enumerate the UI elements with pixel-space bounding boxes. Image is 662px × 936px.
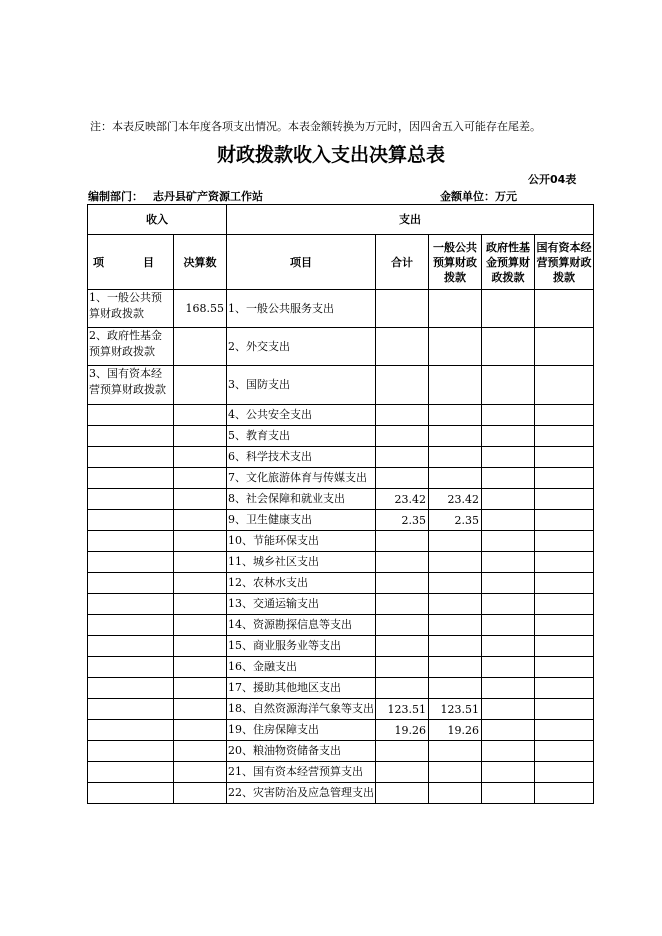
expense-header: 支出	[227, 205, 594, 235]
cell-total	[376, 290, 429, 328]
cell-gov-fund	[482, 290, 535, 328]
cell-in-amount	[174, 468, 227, 489]
cell-in-amount	[174, 741, 227, 762]
cell-in-amount	[174, 366, 227, 405]
cell-exp-item: 7、文化旅游体育与传媒支出	[227, 468, 376, 489]
cell-general	[429, 447, 482, 468]
cell-state-capital	[535, 366, 594, 405]
cell-in-item	[88, 426, 174, 447]
cell-general: 2.35	[429, 510, 482, 531]
cell-state-capital	[535, 573, 594, 594]
cell-exp-item: 6、科学技术支出	[227, 447, 376, 468]
cell-exp-item: 2、外交支出	[227, 328, 376, 366]
cell-state-capital	[535, 510, 594, 531]
cell-state-capital	[535, 699, 594, 720]
cell-exp-item: 5、教育支出	[227, 426, 376, 447]
cell-exp-item: 4、公共安全支出	[227, 405, 376, 426]
col-total: 合计	[376, 235, 429, 290]
cell-in-item	[88, 531, 174, 552]
cell-in-item: 2、政府性基金预算财政拨款	[88, 328, 174, 366]
cell-state-capital	[535, 762, 594, 783]
cell-general	[429, 615, 482, 636]
cell-in-item	[88, 741, 174, 762]
cell-in-item	[88, 468, 174, 489]
cell-exp-item: 15、商业服务业等支出	[227, 636, 376, 657]
cell-state-capital	[535, 615, 594, 636]
cell-state-capital	[535, 328, 594, 366]
cell-state-capital	[535, 552, 594, 573]
cell-in-amount	[174, 573, 227, 594]
cell-exp-item: 19、住房保障支出	[227, 720, 376, 741]
cell-exp-item: 8、社会保障和就业支出	[227, 489, 376, 510]
cell-general	[429, 678, 482, 699]
table-row	[88, 447, 594, 468]
cell-in-amount	[174, 405, 227, 426]
amount-unit: 金额单位：万元	[440, 190, 517, 203]
cell-exp-item: 3、国防支出	[227, 366, 376, 405]
cell-total	[376, 657, 429, 678]
cell-in-amount	[174, 678, 227, 699]
cell-in-item	[88, 405, 174, 426]
table-row	[88, 657, 594, 678]
cell-in-item: 1、一般公共预算财政拨款	[88, 290, 174, 328]
cell-gov-fund	[482, 366, 535, 405]
cell-gov-fund	[482, 657, 535, 678]
cell-in-item	[88, 678, 174, 699]
table-row	[88, 594, 594, 615]
cell-general	[429, 594, 482, 615]
cell-general	[429, 366, 482, 405]
cell-total	[376, 615, 429, 636]
col-income-item-label: 项 目	[93, 255, 168, 269]
cell-exp-item: 11、城乡社区支出	[227, 552, 376, 573]
col-income-item	[88, 235, 174, 290]
cell-total	[376, 405, 429, 426]
cell-gov-fund	[482, 720, 535, 741]
cell-general: 23.42	[429, 489, 482, 510]
cell-state-capital	[535, 657, 594, 678]
cell-exp-item: 14、资源勘探信息等支出	[227, 615, 376, 636]
cell-state-capital	[535, 426, 594, 447]
cell-total: 2.35	[376, 510, 429, 531]
cell-exp-item: 17、援助其他地区支出	[227, 678, 376, 699]
cell-total	[376, 447, 429, 468]
cell-gov-fund	[482, 573, 535, 594]
table-row	[88, 636, 594, 657]
cell-in-item	[88, 552, 174, 573]
col-state-capital: 国有资本经营预算财政拨款	[535, 235, 594, 290]
cell-in-item	[88, 762, 174, 783]
cell-general	[429, 290, 482, 328]
cell-general	[429, 552, 482, 573]
cell-total	[376, 594, 429, 615]
cell-general	[429, 573, 482, 594]
table-row	[88, 720, 594, 741]
cell-total	[376, 636, 429, 657]
cell-state-capital	[535, 405, 594, 426]
table-row	[88, 290, 594, 328]
cell-gov-fund	[482, 594, 535, 615]
cell-state-capital	[535, 290, 594, 328]
cell-in-amount	[174, 699, 227, 720]
cell-gov-fund	[482, 405, 535, 426]
cell-in-item	[88, 615, 174, 636]
cell-state-capital	[535, 678, 594, 699]
cell-gov-fund	[482, 783, 535, 804]
cell-in-amount	[174, 510, 227, 531]
table-row	[88, 552, 594, 573]
cell-in-item	[88, 447, 174, 468]
cell-exp-item: 10、节能环保支出	[227, 531, 376, 552]
cell-total: 23.42	[376, 489, 429, 510]
cell-in-item	[88, 636, 174, 657]
department-name: 志丹县矿产资源工作站	[153, 190, 263, 203]
cell-general	[429, 328, 482, 366]
prep-label: 编制部门：	[88, 190, 143, 203]
cell-in-item	[88, 489, 174, 510]
cell-gov-fund	[482, 426, 535, 447]
cell-gov-fund	[482, 468, 535, 489]
cell-gov-fund	[482, 328, 535, 366]
cell-gov-fund	[482, 447, 535, 468]
cell-total	[376, 468, 429, 489]
cell-in-amount	[174, 447, 227, 468]
table-row	[88, 366, 594, 405]
form-number: 公开04表	[528, 173, 577, 186]
cell-state-capital	[535, 636, 594, 657]
cell-in-amount	[174, 783, 227, 804]
cell-total	[376, 783, 429, 804]
cell-gov-fund	[482, 762, 535, 783]
cell-in-amount	[174, 594, 227, 615]
cell-in-amount	[174, 531, 227, 552]
table-row	[88, 783, 594, 804]
finance-table	[87, 204, 594, 804]
cell-gov-fund	[482, 636, 535, 657]
table-row	[88, 468, 594, 489]
cell-total	[376, 762, 429, 783]
page-title: 财政拨款收入支出决算总表	[216, 144, 445, 166]
cell-exp-item: 20、粮油物资储备支出	[227, 741, 376, 762]
cell-total	[376, 741, 429, 762]
cell-in-item	[88, 594, 174, 615]
col-final-amount: 决算数	[174, 235, 227, 290]
cell-exp-item: 9、卫生健康支出	[227, 510, 376, 531]
cell-total	[376, 552, 429, 573]
cell-in-amount	[174, 426, 227, 447]
table-row	[88, 328, 594, 366]
cell-in-item	[88, 720, 174, 741]
cell-general: 123.51	[429, 699, 482, 720]
cell-in-amount	[174, 636, 227, 657]
cell-total	[376, 426, 429, 447]
cell-total	[376, 678, 429, 699]
cell-in-amount	[174, 657, 227, 678]
table-row	[88, 678, 594, 699]
cell-state-capital	[535, 468, 594, 489]
table-row	[88, 489, 594, 510]
table-row	[88, 699, 594, 720]
cell-state-capital	[535, 489, 594, 510]
cell-state-capital	[535, 783, 594, 804]
cell-in-amount	[174, 489, 227, 510]
cell-total	[376, 573, 429, 594]
table-row	[88, 510, 594, 531]
cell-state-capital	[535, 720, 594, 741]
cell-general	[429, 405, 482, 426]
cell-gov-fund	[482, 678, 535, 699]
cell-exp-item: 12、农林水支出	[227, 573, 376, 594]
cell-general	[429, 468, 482, 489]
cell-state-capital	[535, 447, 594, 468]
cell-exp-item: 1、一般公共服务支出	[227, 290, 376, 328]
income-header: 收入	[88, 205, 227, 235]
cell-in-item	[88, 783, 174, 804]
cell-gov-fund	[482, 552, 535, 573]
table-row	[88, 615, 594, 636]
cell-in-amount	[174, 720, 227, 741]
cell-exp-item: 13、交通运输支出	[227, 594, 376, 615]
cell-in-item	[88, 510, 174, 531]
table-row	[88, 405, 594, 426]
table-row	[88, 426, 594, 447]
cell-exp-item: 18、自然资源海洋气象等支出	[227, 699, 376, 720]
cell-general	[429, 531, 482, 552]
cell-general: 19.26	[429, 720, 482, 741]
cell-state-capital	[535, 594, 594, 615]
cell-gov-fund	[482, 489, 535, 510]
cell-in-amount	[174, 615, 227, 636]
cell-in-item: 3、国有资本经营预算财政拨款	[88, 366, 174, 405]
cell-exp-item: 22、灾害防治及应急管理支出	[227, 783, 376, 804]
cell-general	[429, 657, 482, 678]
cell-general	[429, 426, 482, 447]
cell-general	[429, 741, 482, 762]
cell-total: 123.51	[376, 699, 429, 720]
cell-total: 19.26	[376, 720, 429, 741]
cell-general	[429, 783, 482, 804]
cell-general	[429, 762, 482, 783]
table-note: 注：本表反映部门本年度各项支出情况。本表金额转换为万元时，因四舍五入可能存在尾差。	[90, 120, 541, 133]
table-row	[88, 741, 594, 762]
col-general-budget: 一般公共预算财政拨款	[429, 235, 482, 290]
cell-in-amount: 168.55	[174, 290, 227, 328]
cell-total	[376, 366, 429, 405]
cell-gov-fund	[482, 699, 535, 720]
table-row	[88, 762, 594, 783]
cell-exp-item: 21、国有资本经营预算支出	[227, 762, 376, 783]
cell-general	[429, 636, 482, 657]
cell-in-item	[88, 573, 174, 594]
table-row	[88, 573, 594, 594]
cell-state-capital	[535, 741, 594, 762]
cell-gov-fund	[482, 741, 535, 762]
cell-exp-item: 16、金融支出	[227, 657, 376, 678]
cell-gov-fund	[482, 615, 535, 636]
cell-in-amount	[174, 762, 227, 783]
cell-in-amount	[174, 552, 227, 573]
table-row	[88, 531, 594, 552]
preparing-department	[88, 188, 263, 204]
cell-total	[376, 328, 429, 366]
cell-total	[376, 531, 429, 552]
cell-in-item	[88, 657, 174, 678]
cell-gov-fund	[482, 510, 535, 531]
col-expense-item: 项目	[227, 235, 376, 290]
cell-in-amount	[174, 328, 227, 366]
cell-in-item	[88, 699, 174, 720]
col-gov-fund: 政府性基金预算财政拨款	[482, 235, 535, 290]
cell-state-capital	[535, 531, 594, 552]
cell-gov-fund	[482, 531, 535, 552]
